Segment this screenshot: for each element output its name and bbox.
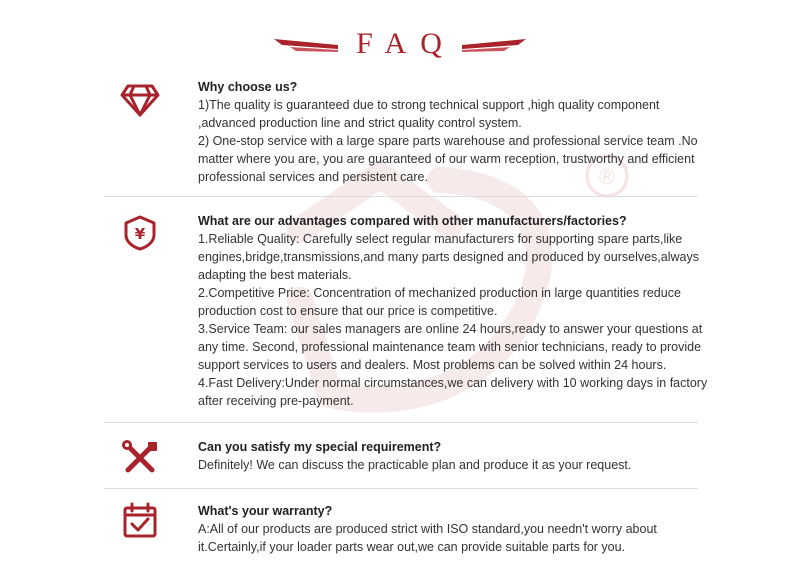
faq-header — [0, 22, 800, 66]
tools-icon — [120, 440, 160, 476]
divider — [104, 196, 698, 197]
faq-question: What's your warranty? — [198, 504, 333, 518]
svg-text:¥: ¥ — [134, 225, 146, 243]
faq-question: What are our advantages compared with other manufacturers/factories? — [198, 214, 627, 228]
left-wing-decoration — [274, 36, 338, 52]
faq-answer: 1)The quality is guaranteed due to strong technical support ,high quality component ,advanced production line and strict quality control system. 2) One-stop service with a large spare parts warehouse and professional service team .No matter where you are, you are guaranteed of our warm reception, trustworthy and efficient professional services and persistent care. — [198, 98, 698, 184]
divider — [104, 488, 698, 489]
diamond-icon — [120, 82, 160, 118]
calendar-check-icon — [120, 502, 160, 538]
divider — [104, 422, 698, 423]
faq-answer: 1.Reliable Quality: Carefully select regular manufacturers for supporting spare parts,like engines,bridge,transmissions,and many parts designed and produced by ourselves,always adapting the best materials. 2.Competitive Price: Concentration of mechanized production in large quantities reduce production cost to ensure that our price is competitive. 3.Service Team: our sales managers are online 24 hours,ready to answer your questions at any time. Second, professional maintenance team with senior technicians, ready to provide support services to users and dealers. Most problems can be solved within 24 hours. 4.Fast Delivery:Under normal circumstances,we can delivery with 10 working days in factory after receiving pre-payment. — [198, 232, 708, 408]
registered-mark: ® — [598, 164, 616, 189]
yen-shield-icon — [120, 215, 160, 251]
right-wing-decoration — [462, 36, 526, 52]
page-title: FAQ — [356, 27, 456, 60]
faq-answer: Definitely! We can discuss the practicable plan and produce it as your request. — [198, 458, 632, 472]
faq-question: Can you satisfy my special requirement? — [198, 440, 442, 454]
faq-answer: A:All of our products are produced strict with ISO standard,you needn't worry about it.Certainly,if your loader parts wear out,we can provide suitable parts for you. — [198, 522, 657, 554]
faq-question: Why choose us? — [198, 80, 298, 94]
